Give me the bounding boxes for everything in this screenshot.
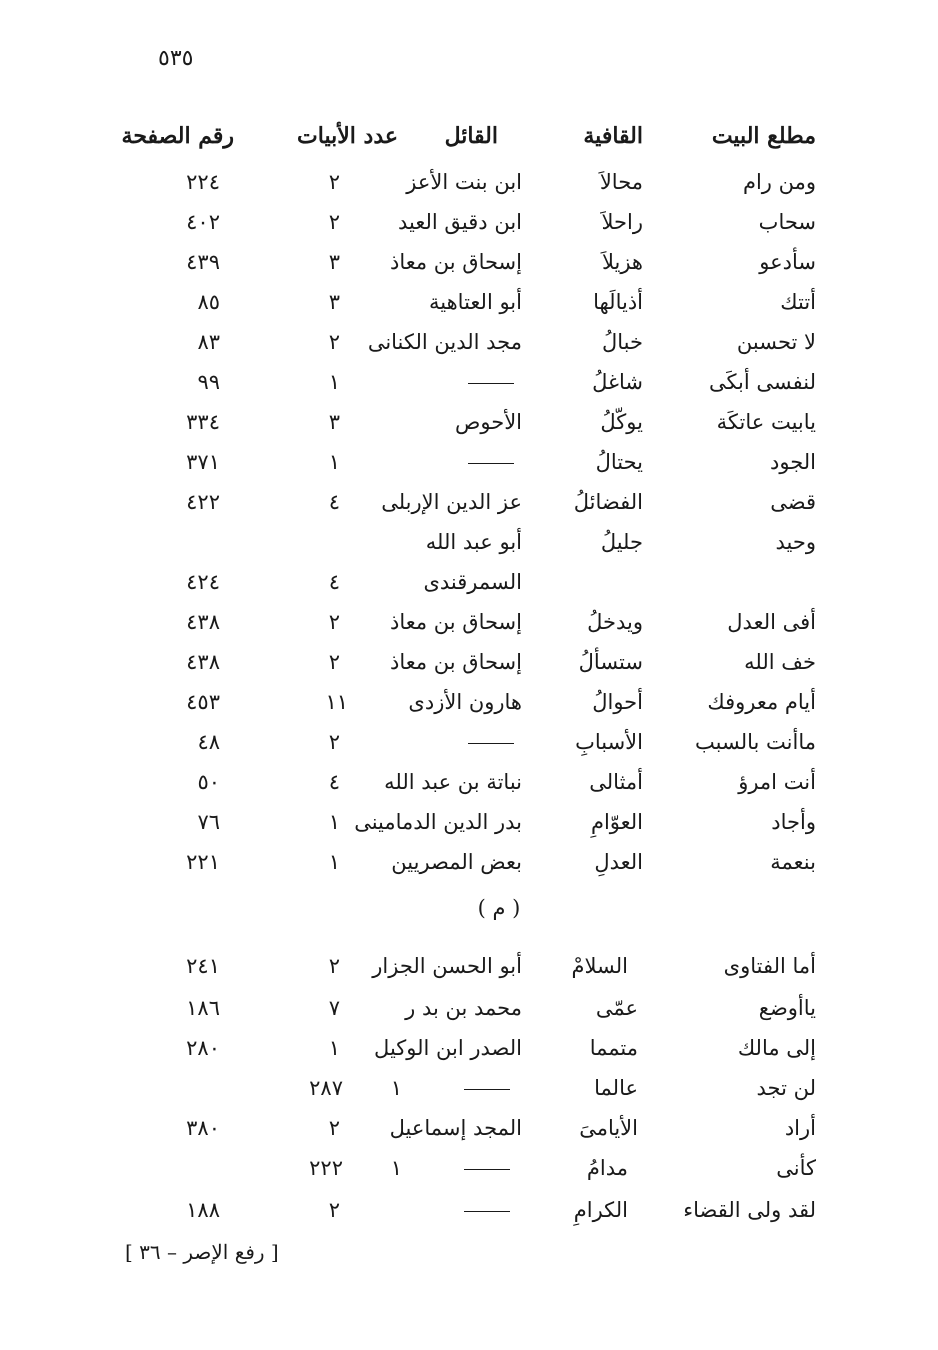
table-row — [0, 842, 938, 882]
cell-verses: ٣ — [328, 250, 340, 274]
cell-verses: ١ — [328, 370, 340, 394]
table-row — [0, 1148, 938, 1188]
cell-rhyme: خبالُ — [602, 330, 643, 354]
cell-opening: وحيد — [775, 530, 816, 554]
cell-page: ٢٤١ — [186, 954, 220, 978]
header-verses: عدد الأبيات — [297, 123, 398, 149]
cell-verses: ٣ — [328, 290, 340, 314]
table-row — [0, 946, 938, 986]
table-row — [0, 722, 938, 762]
cell-rhyme: راحلاَ — [601, 210, 643, 234]
cell-page: ٧٦ — [197, 810, 220, 834]
cell-poet-blank — [464, 1190, 510, 1230]
cell-poet-blank — [464, 1148, 510, 1188]
section-heading-mim: ( م ) — [477, 896, 521, 920]
cell-opening: إلى مالك — [737, 1036, 816, 1060]
cell-page: ٥٠ — [197, 770, 220, 794]
cell-opening: سحاب — [758, 210, 816, 234]
cell-page: ٤٠٢ — [186, 210, 220, 234]
cell-verses: ١ — [328, 450, 340, 474]
cell-page: ٢٨٧ — [309, 1076, 343, 1100]
cell-opening: سأدعو — [759, 250, 816, 274]
cell-rhyme: عالما — [594, 1076, 638, 1100]
cell-poet: نباتة بن عبد الله — [384, 770, 522, 794]
cell-verses: ٢ — [328, 650, 340, 674]
page-number: ٥٣٥ — [158, 46, 194, 71]
cell-poet: إسحاق بن معاذ — [390, 250, 522, 274]
cell-page: ٤٣٨ — [186, 650, 220, 674]
cell-page: ٢٢١ — [186, 850, 220, 874]
table-row — [0, 362, 938, 402]
cell-verses: ٤ — [328, 570, 340, 594]
table-row — [0, 1108, 938, 1148]
cell-rhyme: السلامْ — [571, 954, 628, 978]
cell-rhyme: الفضائلُ — [573, 490, 643, 514]
cell-rhyme: أحوالُ — [592, 690, 643, 714]
table-row — [0, 1068, 938, 1108]
cell-page: ٢٢٢ — [309, 1156, 343, 1180]
cell-poet: محمد بن بد ر — [405, 996, 522, 1020]
cell-verses: ٤ — [328, 770, 340, 794]
table-row — [0, 322, 938, 362]
cell-opening: أنت امرؤ — [738, 770, 816, 794]
cell-opening: أفى العدل — [727, 610, 816, 634]
table-row — [0, 642, 938, 682]
cell-poet: مجد الدين الكنانى — [367, 330, 522, 354]
cell-rhyme: شاغلُ — [592, 370, 643, 394]
cell-opening: ماأنت بالسبب — [695, 730, 816, 754]
cell-poet: عز الدين الإربلى — [381, 490, 522, 514]
cell-poet: المجد إسماعيل — [389, 1116, 522, 1140]
cell-verses: ٢ — [328, 610, 340, 634]
header-rhyme: القافية — [583, 123, 643, 149]
header-opening: مطلع البيت — [711, 123, 816, 149]
table-row — [0, 988, 938, 1028]
cell-rhyme: الكرامِ — [573, 1198, 628, 1222]
table-row — [0, 602, 938, 642]
table-row — [0, 482, 938, 522]
cell-verses: ٣ — [328, 410, 340, 434]
header-poet: القائل — [444, 123, 498, 149]
cell-rhyme: متمما — [589, 1036, 638, 1060]
cell-rhyme: الأيامىَ — [579, 1116, 638, 1140]
cell-page: ٣٣٤ — [186, 410, 220, 434]
cell-opening: لقد ولى القضاء — [683, 1198, 816, 1222]
cell-page: ١٨٦ — [186, 996, 220, 1020]
cell-page: ٤٣٨ — [186, 610, 220, 634]
cell-opening: أتتك — [780, 290, 816, 314]
cell-rhyme: أمثالى — [589, 770, 643, 794]
header-page: رقم الصفحة — [121, 123, 234, 149]
cell-verses: ١ — [328, 1036, 340, 1060]
cell-page: ٤٨ — [197, 730, 220, 754]
cell-verses: ٢ — [328, 170, 340, 194]
cell-poet: أبو عبد الله — [425, 530, 522, 554]
table-row — [0, 762, 938, 802]
cell-poet-blank — [468, 722, 514, 762]
table-row — [0, 162, 938, 202]
table-row — [0, 202, 938, 242]
cell-page: ٣٨٠ — [186, 1116, 220, 1140]
table-row — [0, 442, 938, 482]
table-header — [0, 116, 938, 156]
cell-opening: لا تحسبن — [736, 330, 816, 354]
cell-page: ٢٢٤ — [186, 170, 220, 194]
cell-verses: ٢ — [328, 1116, 340, 1140]
cell-rhyme: الأسبابِ — [575, 730, 643, 754]
cell-poet: هارون الأزدى — [408, 690, 522, 714]
cell-rhyme: عمّى — [595, 996, 638, 1020]
cell-poet: بعض المصريين — [391, 850, 522, 874]
cell-verses: ٢ — [328, 954, 340, 978]
table-row — [0, 522, 938, 562]
cell-opening: أيام معروفك — [707, 690, 816, 714]
cell-rhyme: محالاَ — [599, 170, 643, 194]
cell-verses: ٢ — [328, 1198, 340, 1222]
cell-opening: خف الله — [744, 650, 816, 674]
table-row — [0, 242, 938, 282]
cell-page: ٨٣ — [197, 330, 220, 354]
cell-rhyme: العدلِ — [594, 850, 643, 874]
cell-poet: أبو الحسن الجزار — [372, 954, 522, 978]
cell-opening: ومن رام — [742, 170, 816, 194]
cell-verses: ٢ — [328, 730, 340, 754]
cell-page: ٢٨٠ — [186, 1036, 220, 1060]
cell-verses: ٧ — [328, 996, 340, 1020]
cell-opening: يابيت عاتكَة — [716, 410, 816, 434]
cell-poet: إسحاق بن معاذ — [390, 610, 522, 634]
cell-verses: ١١ — [325, 690, 348, 714]
cell-opening: قضى — [770, 490, 816, 514]
cell-rhyme: العوّامِ — [590, 810, 643, 834]
cell-page: ٤٢٤ — [186, 570, 220, 594]
cell-opening: أما الفتاوى — [723, 954, 816, 978]
cell-rhyme: يوكّلُ — [600, 410, 643, 434]
cell-poet: ابن بنت الأعز — [406, 170, 522, 194]
table-row — [0, 1028, 938, 1068]
cell-poet-blank — [468, 362, 514, 402]
cell-page: ٤٣٩ — [186, 250, 220, 274]
cell-poet: إسحاق بن معاذ — [390, 650, 522, 674]
cell-opening: وأجاد — [771, 810, 816, 834]
cell-page: ٤٢٢ — [186, 490, 220, 514]
cell-page: ٨٥ — [197, 290, 220, 314]
cell-opening: أراد — [784, 1116, 816, 1140]
cell-poet-blank — [468, 442, 514, 482]
cell-rhyme: جليلُ — [600, 530, 643, 554]
footer-signature: [ رفع الإصر – ٣٦ ] — [125, 1240, 279, 1264]
cell-poet: الأحوص — [454, 410, 522, 434]
cell-rhyme: أذيالَها — [593, 290, 643, 314]
cell-page: ٩٩ — [197, 370, 220, 394]
cell-poet: بدر الدين الدمامينى — [354, 810, 522, 834]
table-row — [0, 1190, 938, 1230]
cell-verses: ١ — [328, 810, 340, 834]
cell-poet: ابن دقيق العيد — [398, 210, 522, 234]
cell-verses: ١ — [328, 850, 340, 874]
cell-opening: بنعمة — [770, 850, 816, 874]
cell-verses: ٢ — [328, 330, 340, 354]
table-row — [0, 562, 938, 602]
cell-opening: لنفسى أبكَى — [708, 370, 816, 394]
cell-verses: ٤ — [328, 490, 340, 514]
table-row — [0, 682, 938, 722]
cell-rhyme: مدامُ — [586, 1156, 628, 1180]
cell-opening: الجود — [770, 450, 816, 474]
table-row — [0, 282, 938, 322]
cell-rhyme: يحتالُ — [595, 450, 643, 474]
cell-poet-blank — [464, 1068, 510, 1108]
cell-opening: لن تجد — [756, 1076, 816, 1100]
cell-opening: ياأوضع — [758, 996, 816, 1020]
cell-page: ١٨٨ — [186, 1198, 220, 1222]
table-row — [0, 802, 938, 842]
cell-page: ٤٥٣ — [186, 690, 220, 714]
cell-poet: السمرقندى — [423, 570, 522, 594]
cell-page: ٣٧١ — [186, 450, 220, 474]
cell-rhyme: ويدخلُ — [587, 610, 643, 634]
table-row — [0, 402, 938, 442]
cell-verses: ١ — [390, 1076, 402, 1100]
cell-rhyme: ستسألُ — [578, 650, 643, 674]
cell-opening: كأنى — [776, 1156, 816, 1180]
cell-verses: ١ — [390, 1156, 402, 1180]
cell-poet: أبو العتاهية — [429, 290, 522, 314]
cell-poet: الصدر ابن الوكيل — [374, 1036, 522, 1060]
cell-rhyme: هزيلاَ — [601, 250, 643, 274]
cell-verses: ٢ — [328, 210, 340, 234]
